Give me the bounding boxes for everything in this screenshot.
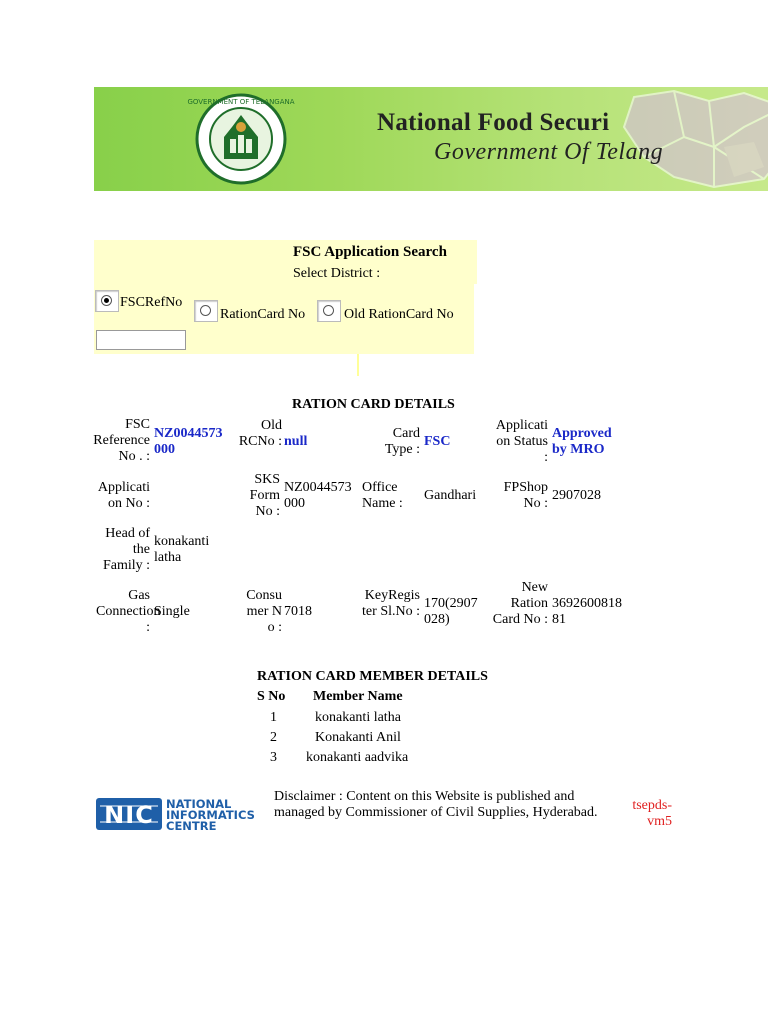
keyregister-slno-label: KeyRegister Sl.No : [362,588,420,619]
head-of-family-label: Head of the Family : [102,526,150,573]
member-details-title: RATION CARD MEMBER DETAILS [257,669,488,684]
server-name: tsepds-vm5 [632,798,672,829]
radio-rationcard-no-label: RationCard No [220,307,306,322]
consumer-no-label: Consumer No : [246,588,282,635]
nic-logo [96,796,266,832]
gas-connection-value: Single [154,604,190,619]
search-title: FSC Application Search [293,244,447,260]
radio-old-rationcard-no-label: Old RationCard No [344,307,454,322]
sks-form-no-value: NZ0044573000 [284,480,352,511]
member-name: Konakanti Anil [315,730,401,745]
svg-text:GOVERNMENT OF TELANGANA: GOVERNMENT OF TELANGANA [187,98,295,106]
radio-selected-icon [101,295,112,306]
ration-card-details-title: RATION CARD DETAILS [292,397,455,412]
consumer-no-value: 7018 [284,604,312,619]
radio-unselected-icon [200,305,211,316]
column-header-sno: S No [257,689,286,704]
fpshop-no-label: FPShop No : [503,480,548,511]
application-no-label: Application No : [97,480,150,511]
nic-logo-line-3: CENTRE [166,819,217,832]
column-header-member-name: Member Name [313,689,403,704]
banner-subtitle: Government Of Telang [434,139,664,165]
disclaimer-text: Disclaimer : Content on this Website is published and managed by Commissioner of Civil Supplies, Hyderabad. [274,789,598,820]
keyregister-slno-value: 170(2907028) [424,596,478,627]
application-status-value: Approved by MRO [552,426,612,457]
gas-connection-label: Gas Connection : [96,588,161,635]
radio-fscrefno-label: FSCRefNo [120,295,183,310]
card-type-label: Card Type : [384,426,420,457]
card-type-value: FSC [424,434,451,449]
sks-form-no-label: SKS Form No : [249,472,280,519]
panel-divider [357,354,359,376]
old-rcno-value: null [284,434,308,449]
government-of-telangana-emblem-icon [182,93,300,185]
member-sno: 2 [270,730,277,745]
new-ration-card-no-label: New Ration Card No : [492,580,548,627]
old-rcno-label: Old RCNo : [238,418,282,449]
nic-logo-line-1: NATIONAL [166,797,232,811]
fsc-reference-no-value: NZ0044573000 [154,426,223,457]
radio-old-rationcard-no[interactable] [317,300,341,322]
office-name-value: Gandhari [424,488,477,503]
header-banner [94,87,768,191]
fpshop-no-value: 2907028 [552,488,601,503]
member-name: konakanti aadvika [306,750,409,765]
radio-unselected-icon [323,305,334,316]
application-status-label: Application Status : [495,418,548,465]
select-district-label: Select District : [293,266,381,281]
nic-logo-line-2: INFORMATICS [166,808,255,822]
svg-text:NIC: NIC [104,801,154,829]
office-name-label: Office Name : [362,480,403,511]
member-sno: 1 [270,710,277,725]
new-ration-card-no-value: 369260081881 [552,596,622,627]
radio-rationcard-no[interactable] [194,300,218,322]
radio-fscrefno[interactable] [95,290,119,312]
fsc-reference-no-label: FSC Reference No . : [93,417,150,464]
search-input[interactable] [96,330,186,350]
member-sno: 3 [270,750,277,765]
head-of-family-value: konakanti latha [154,534,210,565]
banner-title: National Food Securi [377,109,610,136]
member-name: konakanti latha [315,710,401,725]
